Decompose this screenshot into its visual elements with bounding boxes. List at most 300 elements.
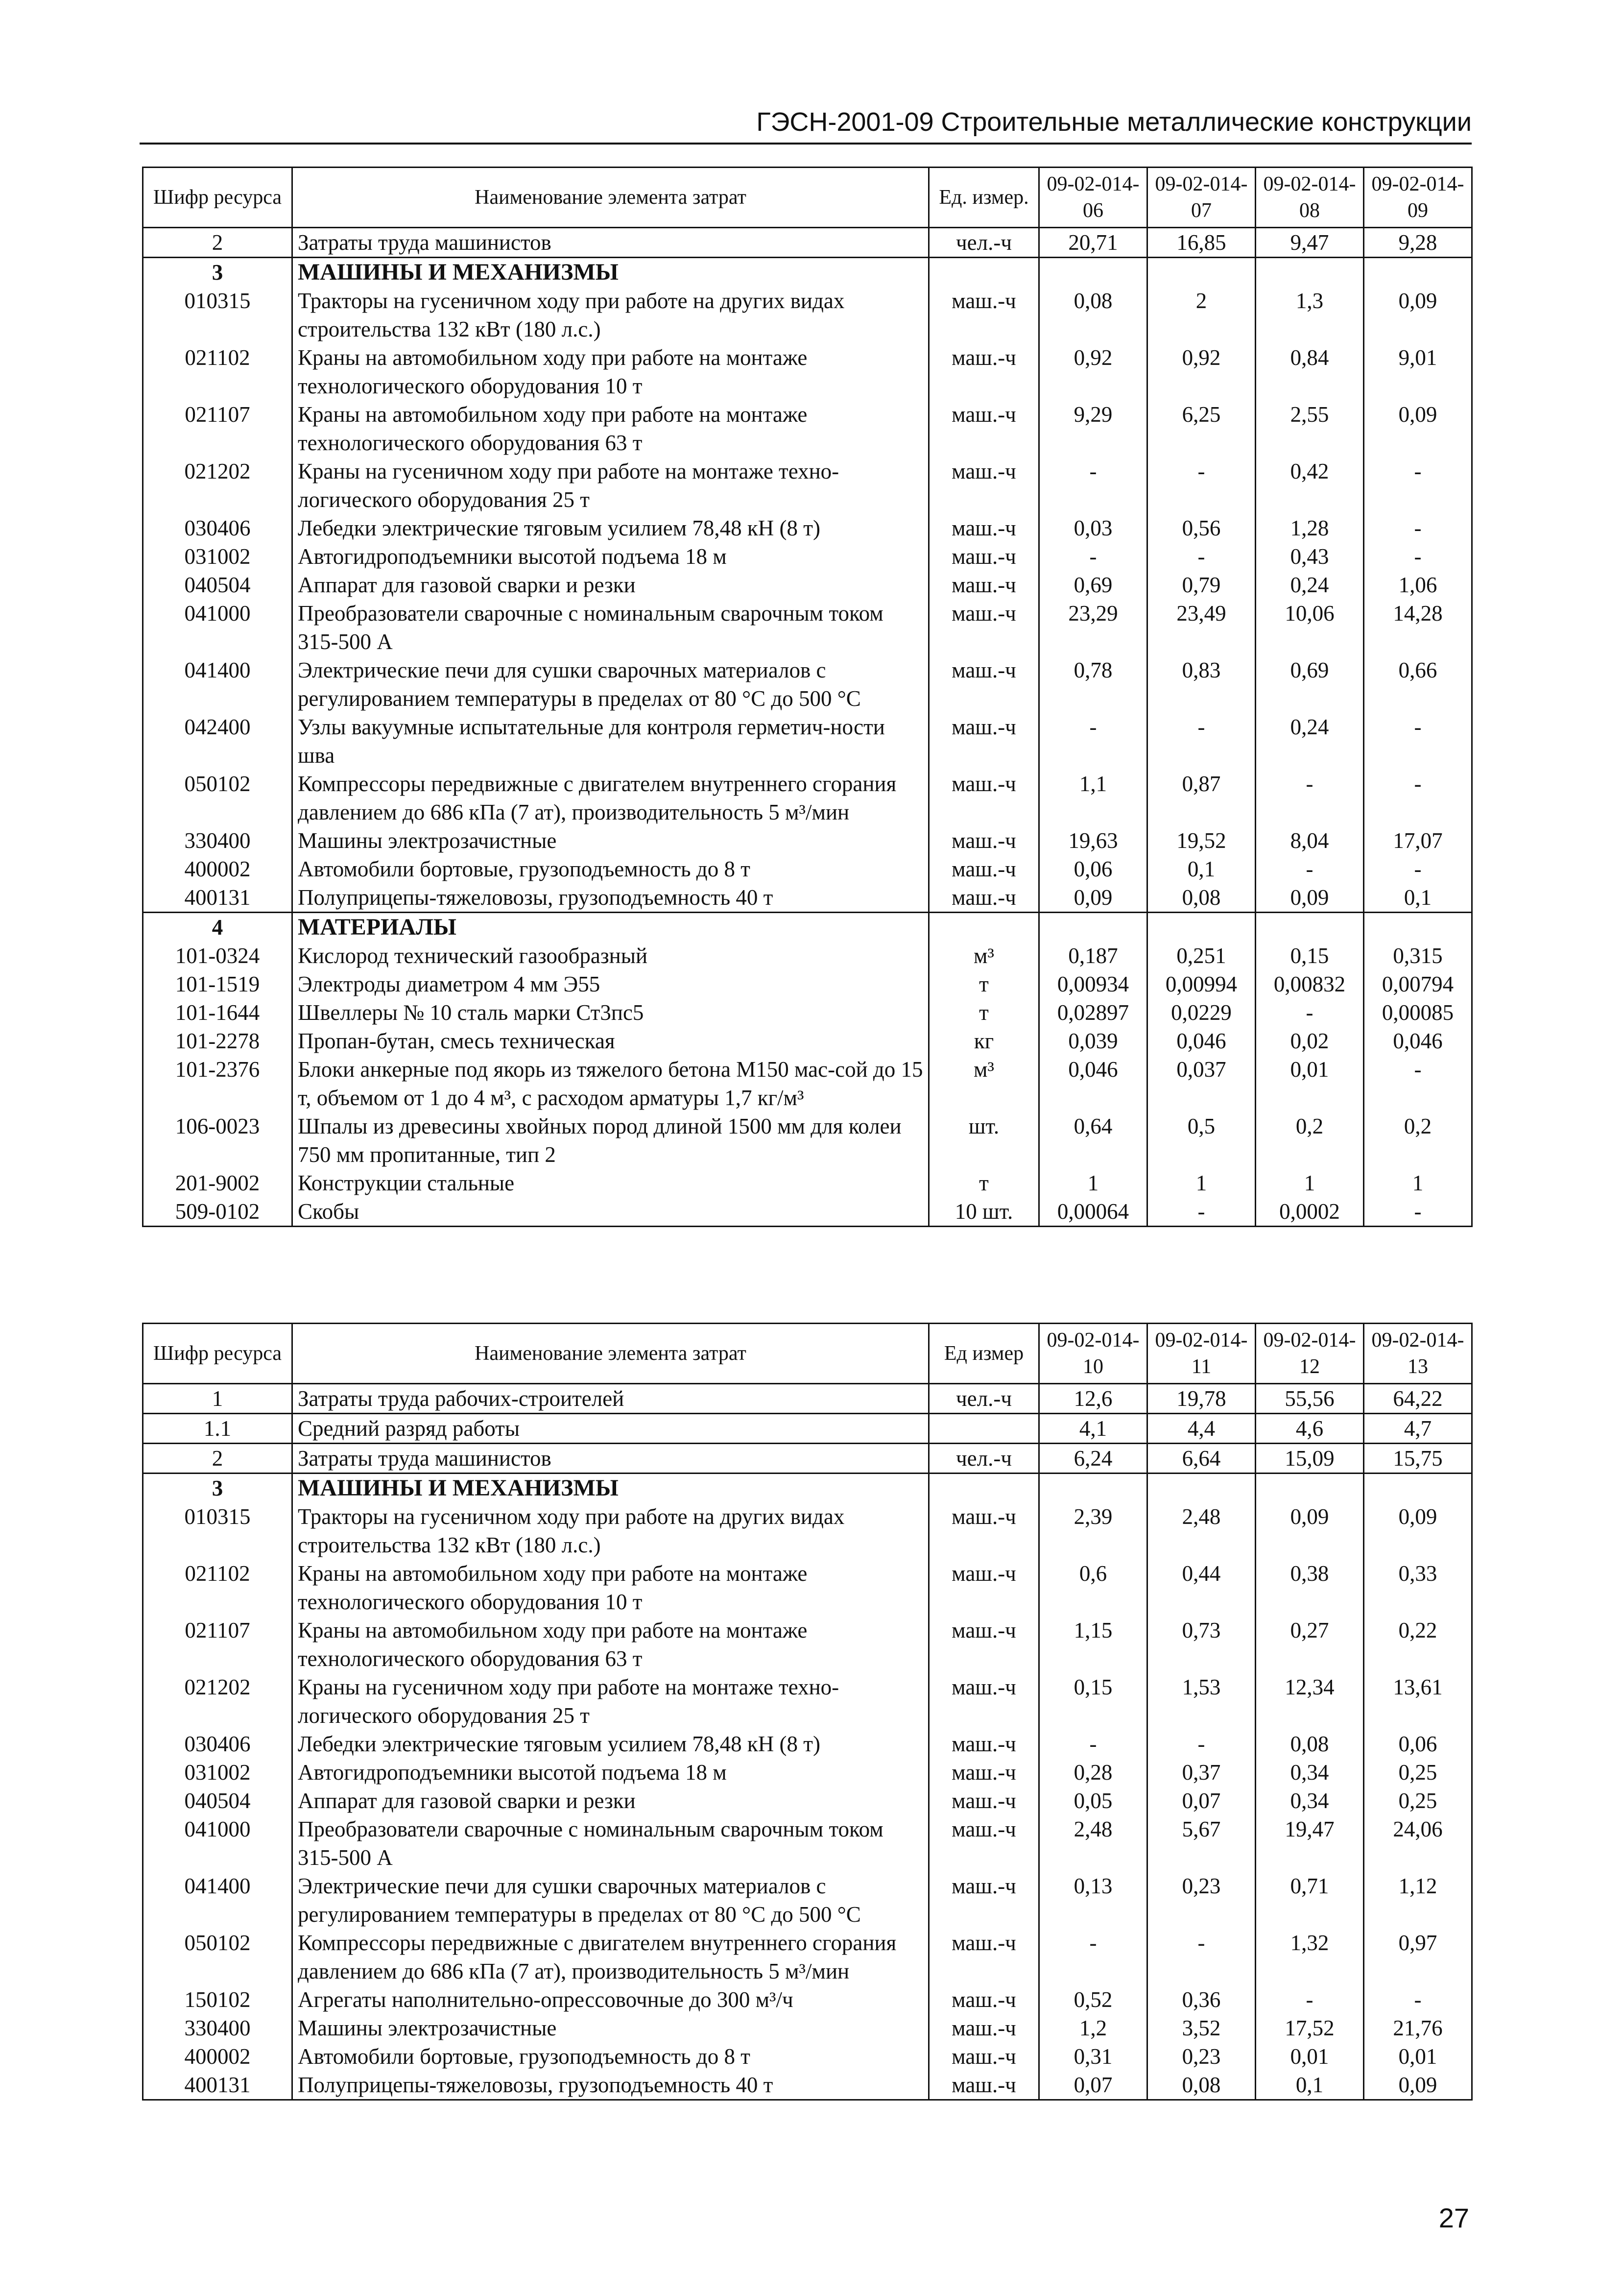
cell-value: 0,83 [1147,656,1256,713]
table-row [143,1474,1472,1503]
cell-value: 1 [1147,1169,1256,1197]
cell-value [1039,1474,1147,1503]
cell-name: Лебедки электрические тяговым усилием 78,48 кН (8 т) [292,1730,929,1758]
table-row [143,1730,1472,1758]
table-row [143,1616,1472,1673]
cell-value: - [1039,713,1147,770]
cell-value: 0,037 [1147,1055,1256,1112]
cell-code: 400002 [143,2042,292,2071]
cell-value: - [1364,1197,1472,1227]
cell-value: 0,23 [1147,2042,1256,2071]
cell-value: 14,28 [1364,599,1472,656]
cell-value: 0,79 [1147,571,1256,599]
cell-code: 042400 [143,713,292,770]
cell-value: 0,42 [1256,457,1364,514]
cell-value: 0,06 [1039,855,1147,883]
cell-value: 0,09 [1364,2071,1472,2100]
cell-value: - [1364,457,1472,514]
cell-value: 0,07 [1039,2071,1147,2100]
cell-value [1256,1474,1364,1503]
cell-unit: маш.-ч [929,1758,1039,1787]
cell-value: 0,046 [1364,1027,1472,1055]
cell-code: 101-0324 [143,942,292,970]
cell-code: 030406 [143,514,292,542]
cell-value: 2,48 [1147,1502,1256,1559]
cell-value: 4,7 [1364,1414,1472,1444]
table-row [143,1872,1472,1929]
cell-value: 0,046 [1147,1027,1256,1055]
cell-name: Компрессоры передвижные с двигателем внутреннего сгорания давлением до 686 кПа (7 ат), производительность 5 м³/мин [292,770,929,826]
table-row [143,457,1472,514]
cell-value: 9,28 [1364,228,1472,258]
cell-value: 0,33 [1364,1559,1472,1616]
cell-unit: маш.-ч [929,400,1039,457]
cell-name: Компрессоры передвижные с двигателем внутреннего сгорания давлением до 686 кПа (7 ат), производительность 5 м³/мин [292,1929,929,1985]
cell-name: МАШИНЫ И МЕХАНИЗМЫ [292,258,929,287]
cell-value: 1,12 [1364,1872,1472,1929]
table-row [143,2042,1472,2071]
cell-value: 0,1 [1147,855,1256,883]
cell-value: 0,69 [1256,656,1364,713]
table-row [143,1787,1472,1815]
resource-table-2 [142,1323,1473,2101]
cell-value [1256,258,1364,287]
cell-unit: маш.-ч [929,1559,1039,1616]
cell-value: 4,4 [1147,1414,1256,1444]
cell-value [1147,913,1256,942]
cell-name: Блоки анкерные под якорь из тяжелого бетона М150 мас-сой до 15 т, объемом от 1 до 4 м³, с расходом арматуры 1,7 кг/м³ [292,1055,929,1112]
cell-value: 0,5 [1147,1112,1256,1169]
cell-value [1039,258,1147,287]
cell-unit: маш.-ч [929,1985,1039,2014]
column-header-unit: Ед измер [929,1324,1039,1384]
cell-code: 030406 [143,1730,292,1758]
cell-value: - [1147,542,1256,571]
cell-unit [929,1414,1039,1444]
cell-unit: чел.-ч [929,228,1039,258]
cell-value: 0,2 [1256,1112,1364,1169]
cell-unit: маш.-ч [929,1730,1039,1758]
cell-name: Машины электрозачистные [292,826,929,855]
cell-value: 0,08 [1147,2071,1256,2100]
cell-code: 041000 [143,599,292,656]
cell-value [1147,258,1256,287]
cell-value: 0,02 [1256,1027,1364,1055]
cell-value: 19,63 [1039,826,1147,855]
cell-unit: чел.-ч [929,1384,1039,1414]
cell-code: 3 [143,1474,292,1503]
table-row [143,1169,1472,1197]
cell-unit: шт. [929,1112,1039,1169]
cell-code: 021107 [143,1616,292,1673]
cell-name: Краны на автомобильном ходу при работе на монтаже технологического оборудования 10 т [292,343,929,400]
cell-value: - [1256,1985,1364,2014]
cell-value: 1,28 [1256,514,1364,542]
cell-value: 0,28 [1039,1758,1147,1787]
cell-code: 3 [143,258,292,287]
table-row [143,2071,1472,2100]
cell-value: 0,07 [1147,1787,1256,1815]
cell-value: 0,01 [1256,2042,1364,2071]
cell-unit: маш.-ч [929,599,1039,656]
page-number: 27 [1438,2202,1469,2233]
cell-value: 0,315 [1364,942,1472,970]
cell-value: 0,66 [1364,656,1472,713]
table-row [143,258,1472,287]
cell-name: Средний разряд работы [292,1414,929,1444]
table-row [143,2014,1472,2042]
cell-name: Аппарат для газовой сварки и резки [292,571,929,599]
cell-unit: маш.-ч [929,855,1039,883]
cell-value: 0,15 [1256,942,1364,970]
cell-unit: маш.-ч [929,2042,1039,2071]
cell-name: МАТЕРИАЛЫ [292,913,929,942]
table-header [143,168,1472,228]
table-row [143,1414,1472,1444]
cell-value: 23,29 [1039,599,1147,656]
cell-value: 0,25 [1364,1758,1472,1787]
cell-value: 19,78 [1147,1384,1256,1414]
cell-value: - [1364,1985,1472,2014]
table-row [143,400,1472,457]
cell-value: 0,34 [1256,1787,1364,1815]
cell-value: 2,48 [1039,1815,1147,1872]
table-body [143,1384,1472,2100]
cell-name: Швеллеры № 10 сталь марки Ст3пс5 [292,998,929,1027]
cell-value: 9,01 [1364,343,1472,400]
cell-value [1364,258,1472,287]
cell-unit: чел.-ч [929,1444,1039,1474]
cell-value: 0,43 [1256,542,1364,571]
cell-value: 16,85 [1147,228,1256,258]
cell-code: 041400 [143,656,292,713]
cell-value [1364,913,1472,942]
cell-value: 0,01 [1256,1055,1364,1112]
cell-code: 101-1519 [143,970,292,998]
cell-value: - [1147,457,1256,514]
cell-unit: 10 шт. [929,1197,1039,1227]
cell-name: Затраты труда машинистов [292,1444,929,1474]
column-header-code: Шифр ресурса [143,1324,292,1384]
cell-code: 040504 [143,1787,292,1815]
cell-value: 17,52 [1256,2014,1364,2042]
cell-value: - [1147,713,1256,770]
cell-unit: маш.-ч [929,713,1039,770]
cell-value: 0,23 [1147,1872,1256,1929]
cell-value: 6,24 [1039,1444,1147,1474]
cell-unit: т [929,970,1039,998]
table-row [143,770,1472,826]
cell-value: 0,1 [1364,883,1472,913]
cell-code: 330400 [143,826,292,855]
cell-value: - [1147,1730,1256,1758]
cell-value: 0,69 [1039,571,1147,599]
cell-code: 021202 [143,1673,292,1730]
table-header [143,1324,1472,1384]
cell-value: 5,67 [1147,1815,1256,1872]
cell-code: 1.1 [143,1414,292,1444]
cell-unit: маш.-ч [929,514,1039,542]
cell-code: 101-1644 [143,998,292,1027]
cell-code: 400131 [143,2071,292,2100]
cell-value: 10,06 [1256,599,1364,656]
cell-value: 9,47 [1256,228,1364,258]
cell-unit: маш.-ч [929,1815,1039,1872]
cell-value: 0,09 [1039,883,1147,913]
cell-value: 0,24 [1256,713,1364,770]
cell-code: 330400 [143,2014,292,2042]
table-row [143,913,1472,942]
column-header-norm: 09-02-014-11 [1147,1324,1256,1384]
cell-value: 15,09 [1256,1444,1364,1474]
cell-code: 400002 [143,855,292,883]
table-row [143,970,1472,998]
cell-code: 021107 [143,400,292,457]
cell-name: Полуприцепы-тяжеловозы, грузоподъемность 40 т [292,2071,929,2100]
cell-name: Автомобили бортовые, грузоподъемность до 8 т [292,2042,929,2071]
cell-value: 2,39 [1039,1502,1147,1559]
table-row [143,1384,1472,1414]
cell-value: 3,52 [1147,2014,1256,2042]
cell-value: 0,046 [1039,1055,1147,1112]
cell-value: 4,1 [1039,1414,1147,1444]
cell-value: 0,09 [1364,400,1472,457]
table-row [143,1055,1472,1112]
cell-value [1364,1474,1472,1503]
cell-value: 0,09 [1256,883,1364,913]
cell-name: Автомобили бортовые, грузоподъемность до 8 т [292,855,929,883]
cell-name: Пропан-бутан, смесь техническая [292,1027,929,1055]
cell-code: 150102 [143,1985,292,2014]
cell-value: - [1364,770,1472,826]
cell-value: - [1256,855,1364,883]
cell-code: 031002 [143,1758,292,1787]
cell-value: 0,87 [1147,770,1256,826]
cell-value: 1,06 [1364,571,1472,599]
table-row [143,343,1472,400]
cell-code: 041000 [143,1815,292,1872]
cell-value: 0,2 [1364,1112,1472,1169]
cell-unit: маш.-ч [929,1929,1039,1985]
cell-unit: м³ [929,1055,1039,1112]
cell-value: 55,56 [1256,1384,1364,1414]
cell-unit: маш.-ч [929,287,1039,343]
column-header-name: Наименование элемента затрат [292,1324,929,1384]
cell-value: 64,22 [1364,1384,1472,1414]
cell-value: 1,15 [1039,1616,1147,1673]
cell-name: Тракторы на гусеничном ходу при работе на других видах строительства 132 кВт (180 л.с.) [292,287,929,343]
table-row [143,287,1472,343]
cell-code: 101-2376 [143,1055,292,1112]
cell-value: 0,00994 [1147,970,1256,998]
cell-value: 1,32 [1256,1929,1364,1985]
column-header-code: Шифр ресурса [143,168,292,228]
cell-code: 509-0102 [143,1197,292,1227]
cell-value: 0,25 [1364,1787,1472,1815]
cell-code: 050102 [143,1929,292,1985]
cell-unit: маш.-ч [929,1673,1039,1730]
cell-value: 6,64 [1147,1444,1256,1474]
cell-unit: кг [929,1027,1039,1055]
cell-value: 0,00085 [1364,998,1472,1027]
cell-unit: маш.-ч [929,343,1039,400]
cell-value: - [1039,1929,1147,1985]
table-row [143,942,1472,970]
cell-value: - [1256,998,1364,1027]
cell-value: 0,31 [1039,2042,1147,2071]
table-row [143,1815,1472,1872]
cell-value: 20,71 [1039,228,1147,258]
cell-value: 0,06 [1364,1730,1472,1758]
cell-value: 17,07 [1364,826,1472,855]
cell-value: 0,15 [1039,1673,1147,1730]
table-row [143,1444,1472,1474]
table-row [143,1985,1472,2014]
cell-name: Аппарат для газовой сварки и резки [292,1787,929,1815]
cell-value: 0,01 [1364,2042,1472,2071]
cell-unit: маш.-ч [929,656,1039,713]
table-row [143,1673,1472,1730]
cell-name: Затраты труда рабочих-строителей [292,1384,929,1414]
cell-value: 1 [1039,1169,1147,1197]
cell-name: Преобразователи сварочные с номинальным сварочным током 315-500 А [292,599,929,656]
cell-value: 0,08 [1147,883,1256,913]
table-row [143,1112,1472,1169]
cell-value [1256,913,1364,942]
column-header-norm: 09-02-014-12 [1256,1324,1364,1384]
cell-value: 0,22 [1364,1616,1472,1673]
cell-value: 0,38 [1256,1559,1364,1616]
cell-value: 0,0229 [1147,998,1256,1027]
cell-value: - [1039,542,1147,571]
cell-name: Электрические печи для сушки сварочных материалов с регулированием температуры в пределах от 80 °С до 500 °С [292,656,929,713]
cell-value: - [1364,713,1472,770]
cell-value: - [1147,1197,1256,1227]
cell-unit: т [929,998,1039,1027]
table-row [143,599,1472,656]
cell-code: 040504 [143,571,292,599]
cell-name: Краны на гусеничном ходу при работе на монтаже техно-логического оборудования 25 т [292,457,929,514]
cell-name: Затраты труда машинистов [292,228,929,258]
cell-value [1147,1474,1256,1503]
cell-value: - [1364,514,1472,542]
cell-unit: маш.-ч [929,1616,1039,1673]
cell-name: Краны на гусеничном ходу при работе на монтаже техно-логического оборудования 25 т [292,1673,929,1730]
table-row [143,713,1472,770]
cell-value: 0,039 [1039,1027,1147,1055]
cell-name: Тракторы на гусеничном ходу при работе на других видах строительства 132 кВт (180 л.с.) [292,1502,929,1559]
table-row [143,826,1472,855]
page-header: ГЭСН-2001-09 Строительные металлические конструкции [140,108,1472,145]
cell-value: 0,6 [1039,1559,1147,1616]
cell-name: Кислород технический газообразный [292,942,929,970]
cell-value: 1,3 [1256,287,1364,343]
cell-value: 0,84 [1256,343,1364,400]
resource-table-1 [142,167,1473,1227]
cell-value: 0,00934 [1039,970,1147,998]
cell-value: 9,29 [1039,400,1147,457]
cell-value: 0,0002 [1256,1197,1364,1227]
cell-value: 1,1 [1039,770,1147,826]
cell-value: - [1364,855,1472,883]
cell-name: Краны на автомобильном ходу при работе на монтаже технологического оборудования 10 т [292,1559,929,1616]
cell-value: 0,00832 [1256,970,1364,998]
table-row [143,883,1472,913]
cell-name: Полуприцепы-тяжеловозы, грузоподъемность 40 т [292,883,929,913]
cell-value: 0,78 [1039,656,1147,713]
table-row [143,1027,1472,1055]
cell-value: 0,37 [1147,1758,1256,1787]
cell-value: 0,13 [1039,1872,1147,1929]
cell-value: 0,00794 [1364,970,1472,998]
cell-value: 0,64 [1039,1112,1147,1169]
column-header-norm: 09-02-014-09 [1364,168,1472,228]
cell-value: - [1147,1929,1256,1985]
cell-value: 0,97 [1364,1929,1472,1985]
cell-value: 1,53 [1147,1673,1256,1730]
cell-unit: маш.-ч [929,1787,1039,1815]
cell-value: 0,92 [1147,343,1256,400]
cell-unit [929,1474,1039,1503]
cell-name: Конструкции стальные [292,1169,929,1197]
table-row [143,998,1472,1027]
cell-value: - [1039,1730,1147,1758]
cell-unit: маш.-ч [929,2071,1039,2100]
table-row [143,1929,1472,1985]
cell-code: 021202 [143,457,292,514]
cell-unit: маш.-ч [929,2014,1039,2042]
cell-value: 1 [1364,1169,1472,1197]
column-header-unit: Ед. измер. [929,168,1039,228]
table-row [143,1197,1472,1227]
cell-value: - [1039,457,1147,514]
cell-value: 0,56 [1147,514,1256,542]
cell-unit: маш.-ч [929,457,1039,514]
cell-name: Автогидроподъемники высотой подъема 18 м [292,542,929,571]
cell-value: 0,08 [1256,1730,1364,1758]
column-header-name: Наименование элемента затрат [292,168,929,228]
column-header-norm: 09-02-014-06 [1039,168,1147,228]
cell-unit [929,258,1039,287]
cell-value: 6,25 [1147,400,1256,457]
cell-name: Узлы вакуумные испытательные для контроля герметич-ности шва [292,713,929,770]
cell-name: Скобы [292,1197,929,1227]
cell-code: 010315 [143,287,292,343]
cell-name: Краны на автомобильном ходу при работе на монтаже технологического оборудования 63 т [292,400,929,457]
cell-value: 0,08 [1039,287,1147,343]
table-row [143,656,1472,713]
cell-code: 010315 [143,1502,292,1559]
cell-value: 0,92 [1039,343,1147,400]
cell-code: 021102 [143,1559,292,1616]
cell-value: 4,6 [1256,1414,1364,1444]
cell-value: 13,61 [1364,1673,1472,1730]
column-header-norm: 09-02-014-13 [1364,1324,1472,1384]
cell-value: 21,76 [1364,2014,1472,2042]
column-header-norm: 09-02-014-10 [1039,1324,1147,1384]
cell-value: 0,36 [1147,1985,1256,2014]
cell-value: 0,27 [1256,1616,1364,1673]
cell-value: 0,00064 [1039,1197,1147,1227]
cell-value: 1,2 [1039,2014,1147,2042]
cell-value: 1 [1256,1169,1364,1197]
cell-value: 0,1 [1256,2071,1364,2100]
cell-value: 0,09 [1364,287,1472,343]
cell-value: 19,52 [1147,826,1256,855]
cell-value: 0,03 [1039,514,1147,542]
cell-name: Машины электрозачистные [292,2014,929,2042]
cell-code: 4 [143,913,292,942]
